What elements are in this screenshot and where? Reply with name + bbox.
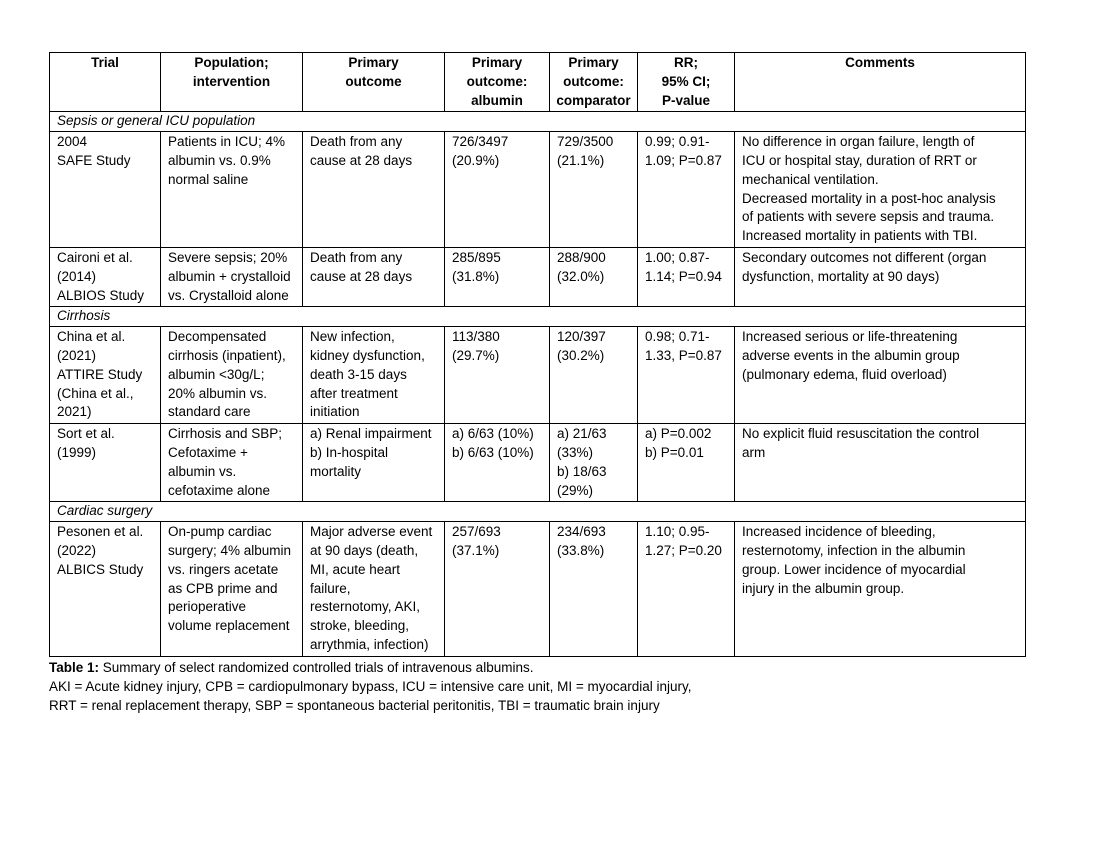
header-line: Comments — [845, 55, 915, 70]
cell-line: resternotomy, AKI, — [310, 599, 421, 615]
header-line: Primary — [471, 55, 523, 70]
cell-line: Pesonen et al. — [57, 524, 144, 540]
cell-line: Decreased mortality in a post-hoc analysis — [742, 190, 996, 206]
abbreviations-line-1: AKI = Acute kidney injury, CPB = cardiopulmonary bypass, ICU = intensive care unit, MI = myocardial injury, — [49, 679, 692, 694]
cell-line: 1.27; P=0.20 — [645, 542, 722, 558]
section-title: Sepsis or general ICU population — [50, 112, 1026, 132]
cell-line: group. Lower incidence of myocardial — [742, 561, 966, 577]
cell-line: cause at 28 days — [310, 152, 413, 168]
cell-line: standard care — [168, 404, 251, 420]
cell-line: ICU or hospital stay, duration of RRT or — [742, 152, 977, 168]
cell-population-intervention — [161, 424, 303, 502]
header-line: intervention — [192, 73, 271, 89]
cell-line: 1.10; 0.95- — [645, 524, 710, 540]
header-line: Population; — [194, 55, 269, 70]
header-rr-ci-pvalue — [638, 53, 735, 112]
cell-line: Death from any — [310, 134, 403, 150]
header-trial — [50, 53, 161, 112]
caption-title-line — [49, 658, 1049, 677]
cell-outcome-comparator — [550, 522, 638, 657]
table-caption — [49, 658, 1049, 715]
cell-line: at 90 days (death, — [310, 542, 419, 558]
cell-line: Sort et al. — [57, 426, 115, 442]
header-line: comparator — [556, 92, 631, 108]
cell-line: Severe sepsis; 20% — [168, 249, 288, 265]
table-row — [50, 247, 1026, 306]
cell-line: (20.9%) — [452, 152, 500, 168]
cell-trial — [50, 132, 161, 248]
cell-line: of patients with severe sepsis and trauma. — [742, 209, 995, 225]
cell-line: ALBICS Study — [57, 561, 144, 577]
table-row — [50, 132, 1026, 248]
cell-line: volume replacement — [168, 618, 290, 634]
caption-label: Table 1: — [49, 660, 100, 675]
cell-line: 113/380 — [452, 329, 500, 345]
cell-comments — [735, 522, 1026, 657]
section-title: Cardiac surgery — [50, 502, 1026, 522]
header-primary-outcome — [303, 53, 445, 112]
cell-comments — [735, 424, 1026, 502]
header-line: outcome: — [563, 73, 624, 89]
cell-line: (2021) — [57, 347, 97, 363]
cell-line: death 3-15 days — [310, 366, 407, 382]
header-line: outcome: — [466, 73, 528, 89]
cell-line: mechanical ventilation. — [742, 171, 879, 187]
cell-outcome-comparator — [550, 327, 638, 424]
cell-population-intervention — [161, 327, 303, 424]
cell-line: 234/693 — [557, 524, 606, 540]
cell-line: stroke, bleeding, — [310, 618, 410, 634]
cell-line: Major adverse event — [310, 524, 433, 540]
cell-line: 285/895 — [452, 249, 501, 265]
cell-line: surgery; 4% albumin — [168, 542, 292, 558]
cell-line: a) Renal impairment — [310, 426, 432, 442]
cell-line: (1999) — [57, 444, 97, 460]
trials-table — [49, 52, 1026, 657]
section-row — [50, 502, 1026, 522]
cell-line: initiation — [310, 404, 360, 420]
cell-line: arm — [742, 444, 766, 460]
cell-primary-outcome — [303, 327, 445, 424]
cell-line: 0.98; 0.71- — [645, 329, 710, 345]
cell-line: 726/3497 — [452, 134, 509, 150]
cell-outcome-albumin — [445, 424, 550, 502]
header-line: Primary — [348, 55, 399, 70]
cell-outcome-comparator — [550, 424, 638, 502]
cell-line: (32.0%) — [557, 268, 605, 284]
cell-trial — [50, 522, 161, 657]
cell-line: Increased mortality in patients with TBI. — [742, 228, 978, 244]
cell-line: albumin <30g/L; — [168, 366, 265, 382]
cell-line: b) In-hospital — [310, 444, 389, 460]
cell-line: (China et al., — [57, 385, 134, 401]
cell-line: No explicit fluid resuscitation the control — [742, 426, 980, 442]
cell-line: MI, acute heart — [310, 561, 401, 577]
cell-primary-outcome — [303, 132, 445, 248]
cell-trial — [50, 327, 161, 424]
table-row — [50, 424, 1026, 502]
cell-line: (29%) — [557, 482, 594, 498]
cell-line: New infection, — [310, 329, 395, 345]
section-title: Cirrhosis — [50, 307, 1026, 327]
cell-line: 288/900 — [557, 249, 606, 265]
cell-outcome-comparator — [550, 247, 638, 306]
cell-line: as CPB prime and — [168, 580, 278, 596]
cell-line: 20% albumin vs. — [168, 385, 268, 401]
cell-primary-outcome — [303, 424, 445, 502]
cell-population-intervention — [161, 247, 303, 306]
cell-line: kidney dysfunction, — [310, 347, 425, 363]
header-outcome-comparator — [550, 53, 638, 112]
cell-comments — [735, 132, 1026, 248]
cell-primary-outcome — [303, 247, 445, 306]
cell-line: Death from any — [310, 249, 403, 265]
cell-line: China et al. — [57, 329, 126, 345]
table-header — [50, 53, 1026, 112]
cell-line: Increased serious or life-threatening — [742, 329, 958, 345]
cell-line: Increased incidence of bleeding, — [742, 524, 936, 540]
cell-rr-ci-pvalue — [638, 424, 735, 502]
header-line: albumin — [471, 92, 523, 108]
cell-line: Cefotaxime + — [168, 444, 248, 460]
cell-line: Patients in ICU; 4% — [168, 134, 286, 150]
header-line: Trial — [91, 55, 119, 70]
cell-line: 257/693 — [452, 524, 501, 540]
header-row — [50, 53, 1026, 112]
table-body — [50, 112, 1026, 656]
cell-line: perioperative — [168, 599, 247, 615]
cell-line: b) P=0.01 — [645, 444, 704, 460]
cell-line: Caironi et al. — [57, 249, 133, 265]
cell-line: cause at 28 days — [310, 268, 413, 284]
cell-line: albumin vs. 0.9% — [168, 152, 271, 168]
cell-line: (37.1%) — [452, 542, 500, 558]
cell-line: (33%) — [557, 444, 594, 460]
cell-line: SAFE Study — [57, 152, 131, 168]
cell-line: (31.8%) — [452, 268, 500, 284]
cell-line: arrythmia, infection) — [310, 636, 429, 652]
cell-outcome-albumin — [445, 247, 550, 306]
abbreviations-line-2: RRT = renal replacement therapy, SBP = spontaneous bacterial peritonitis, TBI = traumatic brain injury — [49, 698, 660, 713]
cell-rr-ci-pvalue — [638, 132, 735, 248]
cell-line: 120/397 — [557, 329, 606, 345]
cell-outcome-albumin — [445, 522, 550, 657]
table-row — [50, 327, 1026, 424]
cell-line: after treatment — [310, 385, 398, 401]
cell-line: 1.33, P=0.87 — [645, 347, 722, 363]
header-line: 95% CI; — [661, 73, 711, 89]
cell-outcome-comparator — [550, 132, 638, 248]
header-comments — [735, 53, 1026, 112]
cell-line: 0.99; 0.91- — [645, 134, 710, 150]
cell-line: injury in the albumin group. — [742, 580, 905, 596]
cell-line: (33.8%) — [557, 542, 605, 558]
cell-trial — [50, 424, 161, 502]
cell-line: 1.09; P=0.87 — [645, 152, 722, 168]
header-line: outcome — [345, 73, 402, 89]
cell-rr-ci-pvalue — [638, 327, 735, 424]
cell-line: ATTIRE Study — [57, 366, 143, 382]
cell-line: (2014) — [57, 268, 97, 284]
cell-line: (29.7%) — [452, 347, 500, 363]
cell-outcome-albumin — [445, 327, 550, 424]
section-row — [50, 112, 1026, 132]
cell-trial — [50, 247, 161, 306]
cell-line: 729/3500 — [557, 134, 614, 150]
cell-line: Decompensated — [168, 329, 267, 345]
cell-line: cefotaxime alone — [168, 482, 271, 498]
cell-line: Secondary outcomes not different (organ — [742, 249, 987, 265]
cell-line: ALBIOS Study — [57, 287, 145, 303]
cell-line: normal saline — [168, 171, 249, 187]
cell-line: (pulmonary edema, fluid overload) — [742, 366, 947, 382]
cell-line: mortality — [310, 463, 362, 479]
caption-text: Summary of select randomized controlled trials of intravenous albumins. — [99, 660, 534, 675]
table-row — [50, 522, 1026, 657]
cell-line: 2021) — [57, 404, 92, 420]
cell-line: vs. Crystalloid alone — [168, 287, 289, 303]
cell-line: b) 6/63 (10%) — [452, 444, 534, 460]
cell-line: 1.00; 0.87- — [645, 249, 710, 265]
cell-line: resternotomy, infection in the albumin — [742, 542, 966, 558]
header-population-intervention — [161, 53, 303, 112]
cell-population-intervention — [161, 132, 303, 248]
header-outcome-albumin — [445, 53, 550, 112]
section-row — [50, 307, 1026, 327]
cell-line: (2022) — [57, 542, 97, 558]
header-line: P-value — [661, 92, 711, 108]
cell-primary-outcome — [303, 522, 445, 657]
cell-line: a) P=0.002 — [645, 426, 712, 442]
cell-rr-ci-pvalue — [638, 247, 735, 306]
header-line: RR; — [674, 55, 698, 70]
cell-line: (21.1%) — [557, 152, 605, 168]
cell-line: albumin vs. — [168, 463, 237, 479]
cell-line: (30.2%) — [557, 347, 605, 363]
cell-line: dysfunction, mortality at 90 days) — [742, 268, 940, 284]
cell-line: vs. ringers acetate — [168, 561, 279, 577]
cell-line: 1.14; P=0.94 — [645, 268, 722, 284]
cell-line: a) 21/63 — [557, 426, 607, 442]
cell-line: No difference in organ failure, length of — [742, 134, 975, 150]
cell-line: failure, — [310, 580, 351, 596]
header-line: Primary — [568, 55, 619, 70]
cell-line: Cirrhosis and SBP; — [168, 426, 283, 442]
cell-comments — [735, 247, 1026, 306]
cell-line: a) 6/63 (10%) — [452, 426, 534, 442]
cell-line: adverse events in the albumin group — [742, 347, 960, 363]
cell-line: cirrhosis (inpatient), — [168, 347, 286, 363]
cell-comments — [735, 327, 1026, 424]
cell-outcome-albumin — [445, 132, 550, 248]
cell-population-intervention — [161, 522, 303, 657]
cell-line: albumin + crystalloid — [168, 268, 291, 284]
cell-rr-ci-pvalue — [638, 522, 735, 657]
cell-line: 2004 — [57, 134, 88, 150]
cell-line: On-pump cardiac — [168, 524, 272, 540]
cell-line: b) 18/63 — [557, 463, 607, 479]
